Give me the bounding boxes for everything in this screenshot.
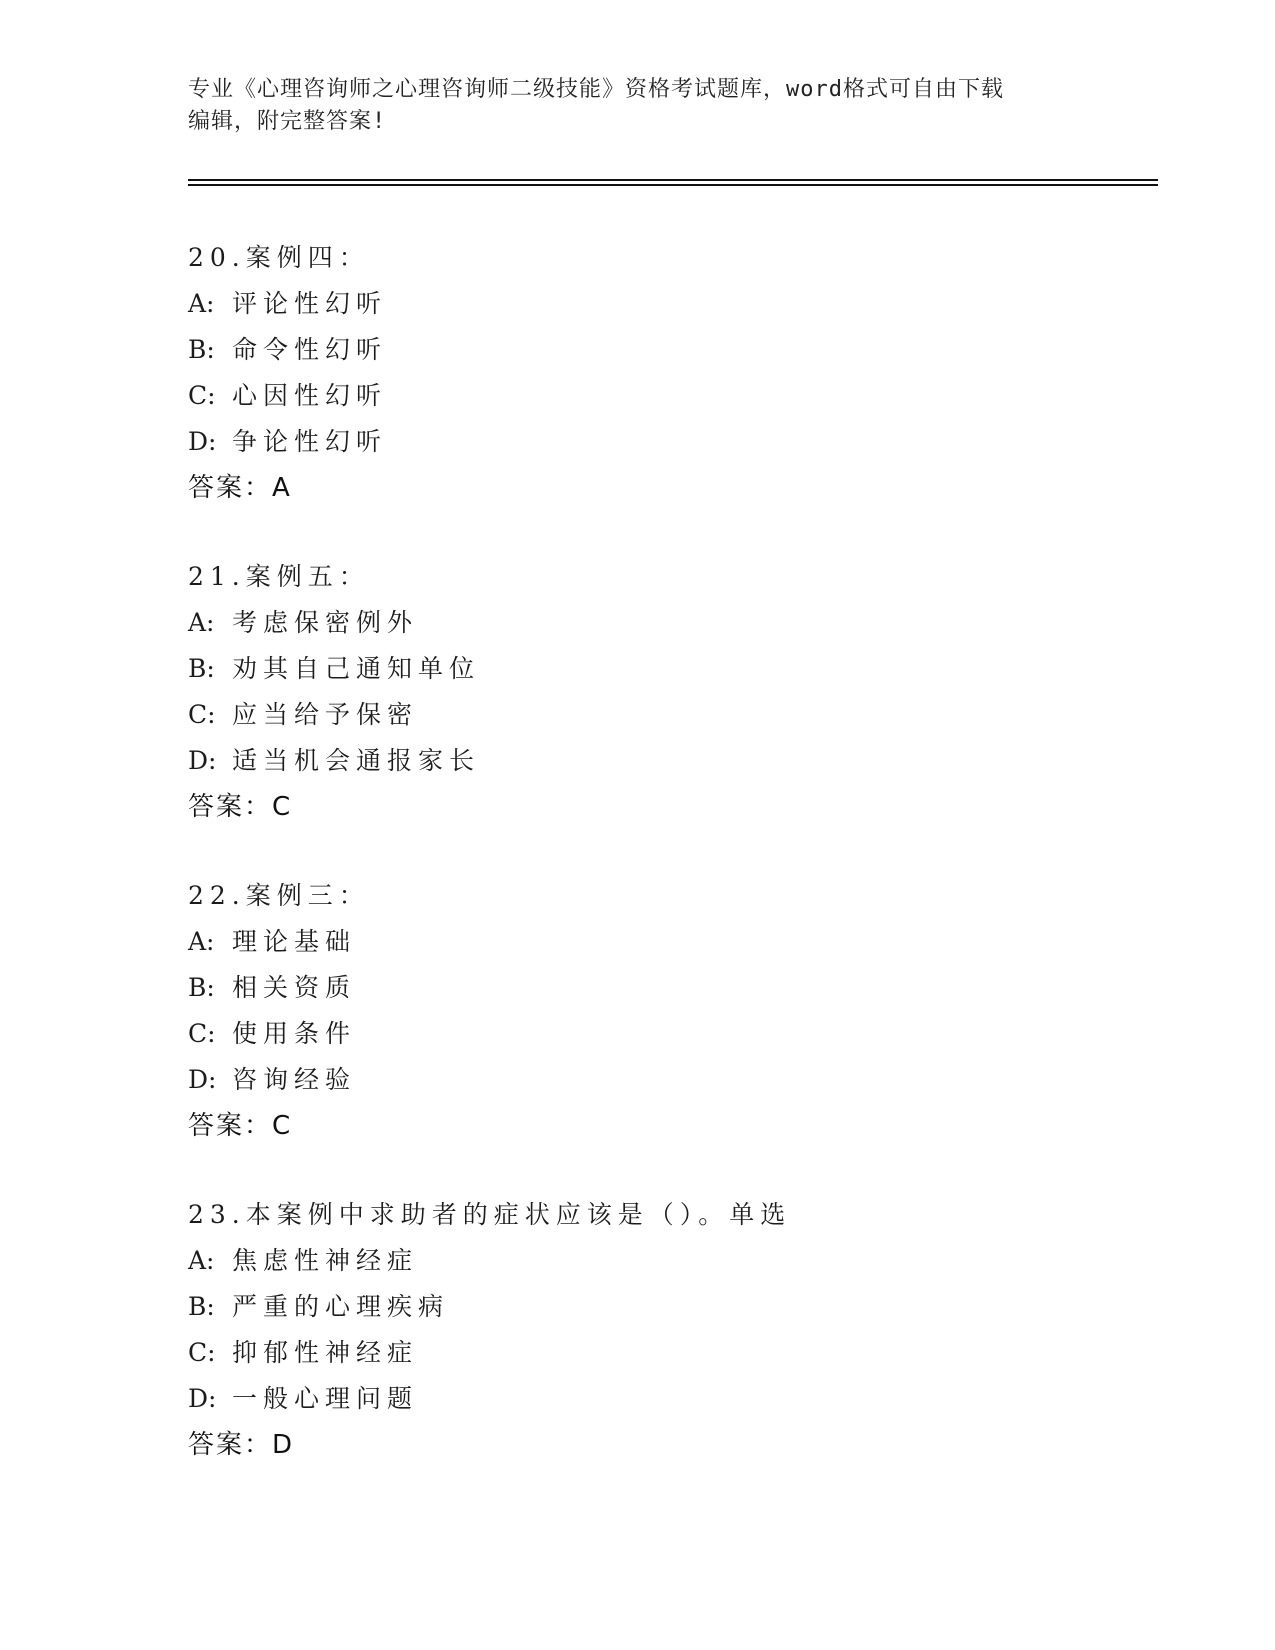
option-d — [188, 1057, 1168, 1103]
answer-value: C — [272, 792, 291, 822]
question-list — [188, 235, 1168, 1511]
option-d — [188, 1376, 1168, 1422]
option-d — [188, 738, 1168, 784]
option-b — [188, 327, 1168, 373]
question-title: 22.案例三： — [188, 881, 370, 910]
option-text: 严重的心理疾病 — [232, 1292, 450, 1321]
answer-line — [188, 1422, 1168, 1468]
option-letter: B: — [188, 973, 215, 1002]
answer-value: D — [272, 1430, 293, 1460]
option-letter: D: — [188, 1384, 217, 1413]
header-line-1: 专业《心理咨询师之心理咨询师二级技能》资格考试题库，word格式可自由下载 — [188, 77, 1004, 102]
option-letter: A: — [188, 1246, 215, 1275]
option-c — [188, 373, 1168, 419]
option-text: 劝其自己通知单位 — [232, 654, 481, 683]
option-letter: C: — [188, 381, 216, 410]
option-b — [188, 646, 1168, 692]
answer-label: 答案： — [188, 1111, 273, 1141]
option-text: 抑郁性神经症 — [232, 1338, 419, 1367]
question-23 — [188, 1192, 1168, 1511]
option-text: 命令性幻听 — [232, 335, 388, 364]
option-letter: A: — [188, 289, 215, 318]
option-a — [188, 281, 1168, 327]
option-letter: A: — [188, 927, 215, 956]
option-letter: A: — [188, 608, 215, 637]
option-letter: D: — [188, 746, 217, 775]
option-letter: B: — [188, 1292, 215, 1321]
option-c — [188, 1011, 1168, 1057]
option-a — [188, 1238, 1168, 1284]
answer-label: 答案： — [188, 473, 273, 503]
option-c — [188, 692, 1168, 738]
option-c — [188, 1330, 1168, 1376]
answer-line — [188, 1103, 1168, 1149]
header-divider-bottom — [188, 184, 1158, 186]
option-text: 应当给予保密 — [232, 700, 419, 729]
question-20 — [188, 235, 1168, 554]
question-title: 23.本案例中求助者的症状应该是（）。单选 — [188, 1200, 792, 1229]
answer-value: C — [272, 1111, 291, 1141]
option-letter: D: — [188, 427, 217, 456]
option-text: 理论基础 — [232, 927, 357, 956]
question-title: 21.案例五： — [188, 562, 370, 591]
question-22 — [188, 873, 1168, 1192]
option-text: 心因性幻听 — [232, 381, 388, 410]
option-text: 考虑保密例外 — [232, 608, 419, 637]
option-a — [188, 919, 1168, 965]
option-b — [188, 965, 1168, 1011]
option-d — [188, 419, 1168, 465]
answer-line — [188, 784, 1168, 830]
option-a — [188, 600, 1168, 646]
option-letter: B: — [188, 654, 215, 683]
option-letter: C: — [188, 1338, 216, 1367]
header-line-2: 编辑，附完整答案! — [188, 109, 387, 134]
answer-label: 答案： — [188, 1430, 273, 1460]
answer-value: A — [272, 473, 290, 503]
option-letter: C: — [188, 700, 216, 729]
option-letter: B: — [188, 335, 215, 364]
option-text: 咨询经验 — [232, 1065, 357, 1094]
option-text: 使用条件 — [232, 1019, 357, 1048]
header-divider-top — [188, 179, 1158, 181]
option-text: 相关资质 — [232, 973, 357, 1002]
option-b — [188, 1284, 1168, 1330]
option-letter: C: — [188, 1019, 216, 1048]
answer-line — [188, 465, 1168, 511]
document-header — [188, 74, 1088, 138]
answer-label: 答案： — [188, 792, 273, 822]
option-letter: D: — [188, 1065, 217, 1094]
option-text: 一般心理问题 — [232, 1384, 419, 1413]
option-text: 评论性幻听 — [232, 289, 388, 318]
option-text: 焦虑性神经症 — [232, 1246, 419, 1275]
option-text: 争论性幻听 — [232, 427, 388, 456]
question-title: 20.案例四： — [188, 243, 370, 272]
question-21 — [188, 554, 1168, 873]
option-text: 适当机会通报家长 — [232, 746, 481, 775]
